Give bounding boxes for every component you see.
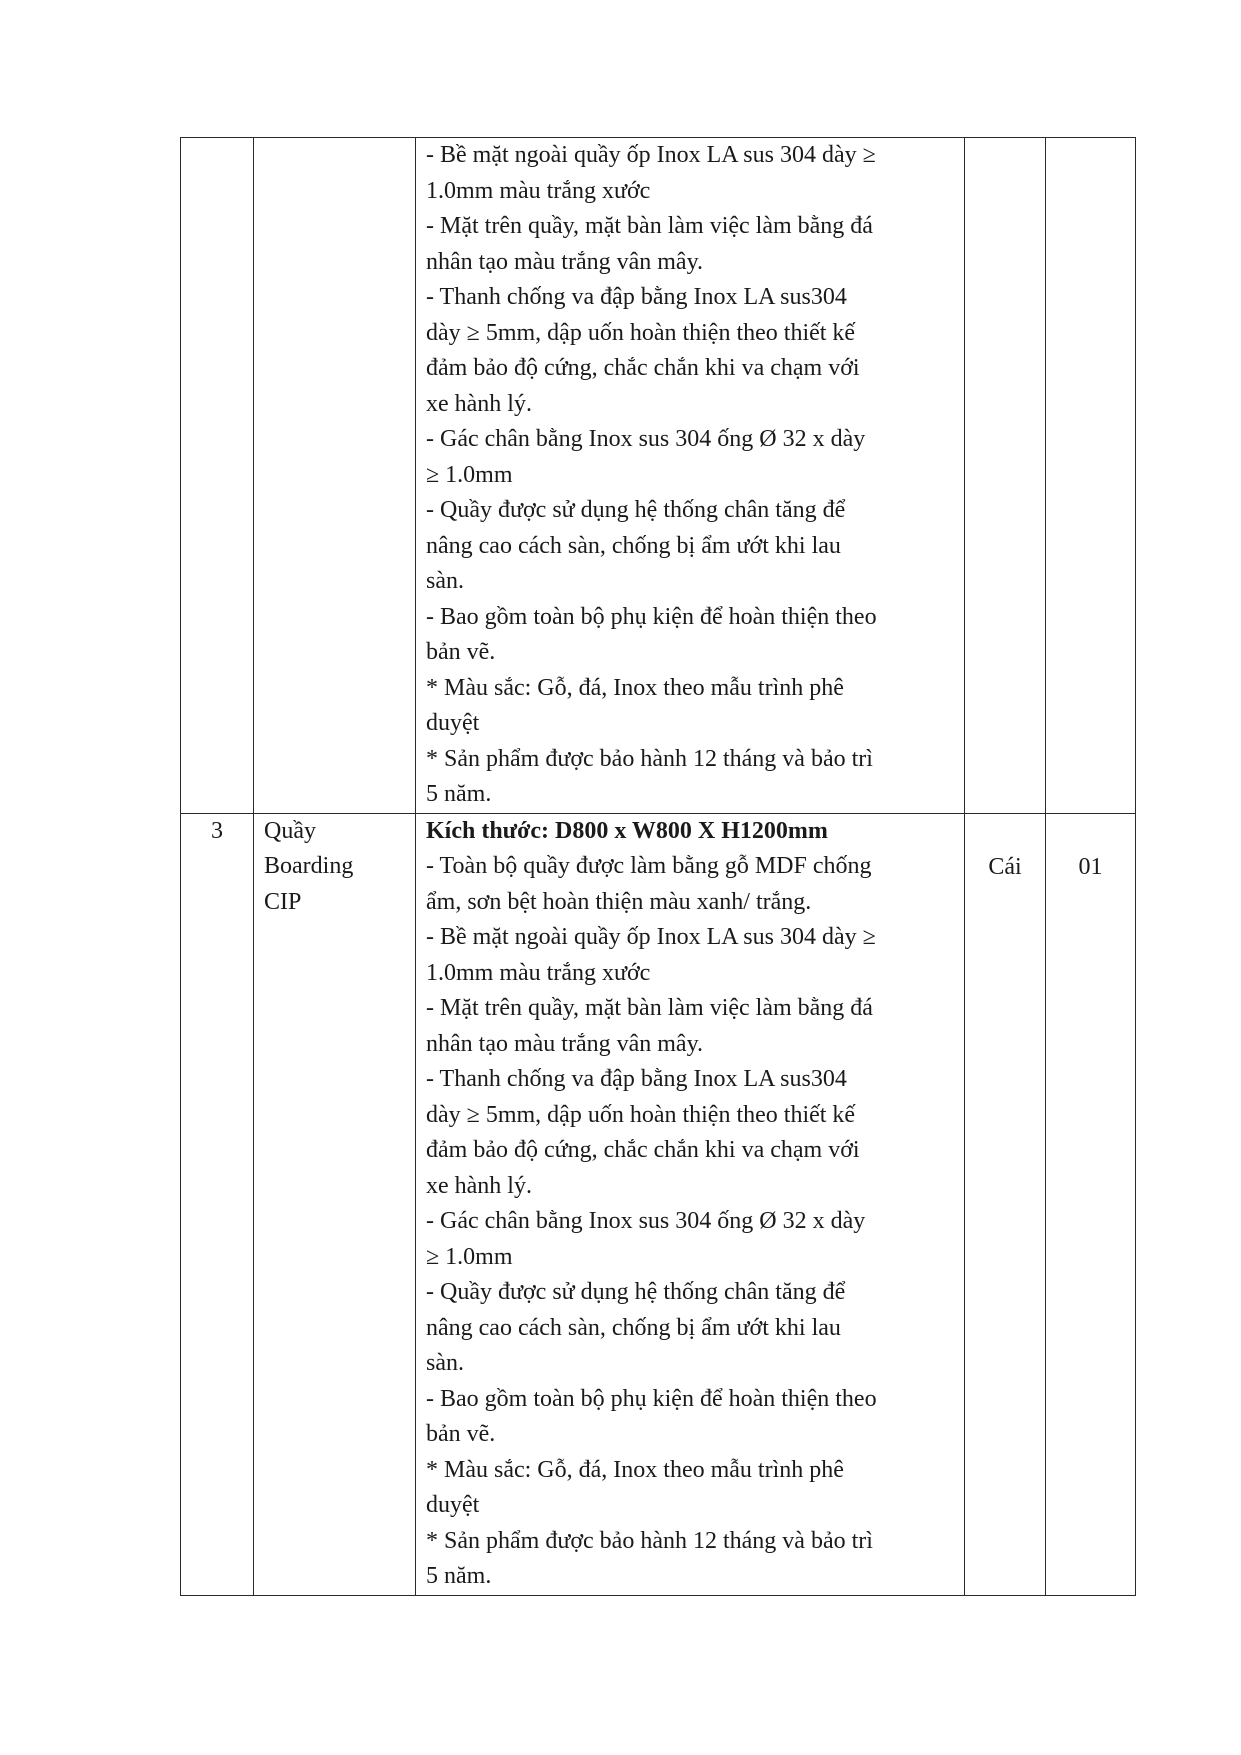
stt-value: 3 (211, 817, 223, 844)
description-line: - Bề mặt ngoài quầy ốp Inox LA sus 304 dày ≥ (426, 924, 876, 950)
description-line: - Bề mặt ngoài quầy ốp Inox LA sus 304 dày ≥ (426, 142, 876, 168)
description-cell (416, 813, 965, 1595)
description-line: - Mặt trên quầy, mặt bàn làm việc làm bằng đá (426, 995, 873, 1021)
description-line: - Bao gồm toàn bộ phụ kiện để hoàn thiện theo (426, 1385, 877, 1412)
description-line: sàn. (426, 568, 464, 594)
quantity-cell (1046, 813, 1136, 1595)
description-line: ≥ 1.0mm (426, 1243, 513, 1270)
description-line: - Toàn bộ quầy được làm bằng gỗ MDF chống (426, 853, 872, 879)
stt-cell (181, 138, 254, 814)
item-name-line: Quầy (264, 817, 316, 844)
description-line: 1.0mm màu trắng xước (426, 177, 651, 204)
description-line: Kích thước: D800 x W800 X H1200mm (426, 817, 828, 844)
description-line: nâng cao cách sàn, chống bị ẩm ướt khi lau (426, 532, 841, 559)
quantity-value: 01 (1078, 853, 1103, 880)
item-name-line: Boarding (264, 853, 354, 879)
description-line: 1.0mm màu trắng xước (426, 959, 651, 986)
description-line: xe hành lý. (426, 1172, 532, 1199)
unit-value: Cái (988, 853, 1022, 880)
description-line: - Mặt trên quầy, mặt bàn làm việc làm bằng đá (426, 213, 873, 239)
item-name-cell (254, 138, 416, 814)
description-line: đảm bảo độ cứng, chắc chắn khi va chạm với (426, 1137, 860, 1163)
description-line: - Quầy được sử dụng hệ thống chân tăng để (426, 1279, 846, 1305)
stt-cell (181, 813, 254, 1595)
description-line: dày ≥ 5mm, dập uốn hoàn thiện theo thiết kế (426, 319, 856, 346)
description-line: - Bao gồm toàn bộ phụ kiện để hoàn thiện theo (426, 603, 877, 630)
description-line: * Sản phẩm được bảo hành 12 tháng và bảo trì (426, 745, 873, 772)
description-line: * Sản phẩm được bảo hành 12 tháng và bảo trì (426, 1527, 873, 1554)
description-line: 5 năm. (426, 781, 492, 807)
description-line: dày ≥ 5mm, dập uốn hoàn thiện theo thiết kế (426, 1101, 856, 1128)
description-line: xe hành lý. (426, 390, 532, 417)
description-line: ẩm, sơn bệt hoàn thiện màu xanh/ trắng. (426, 888, 812, 915)
spec-table (180, 137, 1136, 1596)
description-line: * Màu sắc: Gỗ, đá, Inox theo mẫu trình phê (426, 1456, 844, 1483)
item-name-cell (254, 813, 416, 1595)
description-cell (416, 138, 965, 814)
unit-cell (965, 813, 1046, 1595)
description-line: - Quầy được sử dụng hệ thống chân tăng để (426, 497, 846, 523)
table-row (181, 813, 1136, 1595)
description-line: nhân tạo màu trắng vân mây. (426, 248, 704, 275)
description-line: - Gác chân bằng Inox sus 304 ống Ø 32 x dày (426, 426, 866, 452)
description-line: bản vẽ. (426, 639, 496, 665)
description-line: duyệt (426, 1492, 480, 1518)
description-line: đảm bảo độ cứng, chắc chắn khi va chạm với (426, 355, 860, 381)
description-line: nhân tạo màu trắng vân mây. (426, 1030, 704, 1057)
description-line: * Màu sắc: Gỗ, đá, Inox theo mẫu trình phê (426, 674, 844, 701)
quantity-cell (1046, 138, 1136, 814)
description-line: bản vẽ. (426, 1421, 496, 1447)
description-line: nâng cao cách sàn, chống bị ẩm ướt khi lau (426, 1314, 841, 1341)
description-line: 5 năm. (426, 1563, 492, 1589)
unit-cell (965, 138, 1046, 814)
description-line: sàn. (426, 1350, 464, 1376)
description-line: - Thanh chống va đập bằng Inox LA sus304 (426, 284, 847, 310)
description-line: duyệt (426, 710, 480, 736)
table-row (181, 138, 1136, 814)
description-line: - Gác chân bằng Inox sus 304 ống Ø 32 x dày (426, 1208, 866, 1234)
description-line: ≥ 1.0mm (426, 461, 513, 488)
description-line: - Thanh chống va đập bằng Inox LA sus304 (426, 1066, 847, 1092)
item-name-line: CIP (264, 888, 302, 915)
